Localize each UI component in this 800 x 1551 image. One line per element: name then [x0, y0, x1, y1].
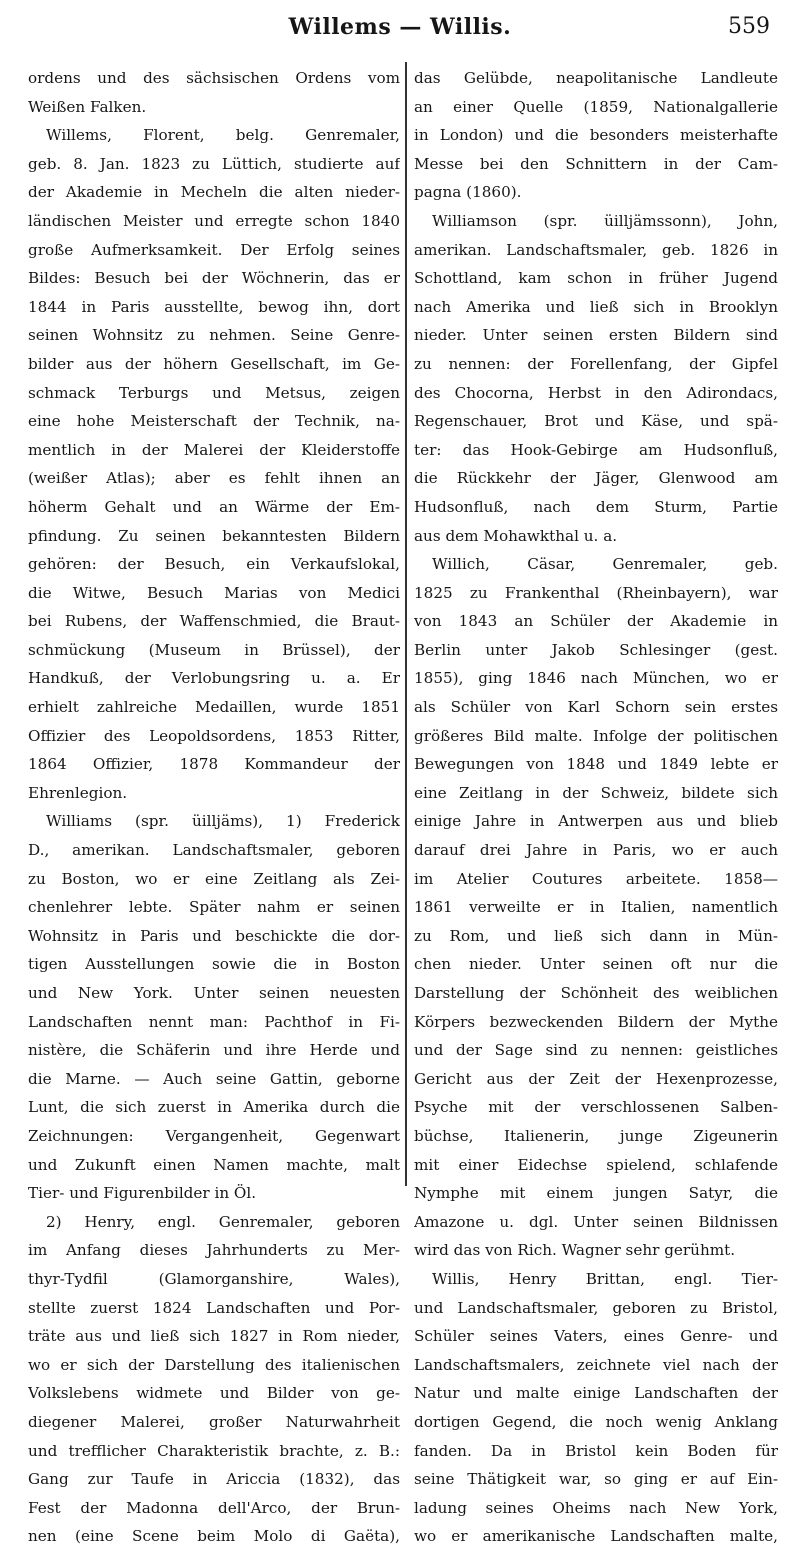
text-line: im Atelier Coutures arbeitete. 1858— [414, 869, 778, 888]
text-line: und der Sage sind zu nennen: geistliches [414, 1041, 778, 1060]
text-line: und trefflicher Charakteristik brachte, z. B.: [28, 1441, 400, 1460]
text-line: 1861 verweilte er in Italien, namentlich [414, 898, 778, 917]
text-line: Psyche mit der verschlossenen Salben- [414, 1098, 778, 1117]
text-line: große Aufmerksamkeit. Der Erfolg seines [28, 240, 400, 259]
text-line: aus dem Mohawkthal u. a. [414, 526, 618, 545]
text-line: Bildes: Besuch bei der Wöchnerin, das er [28, 269, 400, 288]
text-line: Willems, Florent, belg. Genremaler, [46, 126, 400, 145]
text-line: Williamson (spr. üilljämssonn), John, [432, 211, 778, 230]
text-line: Amazone u. dgl. Unter seinen Bildnissen [414, 1212, 778, 1231]
text-line: schmack Terburgs und Metsus, zeigen [28, 383, 400, 402]
text-line: tigen Ausstellungen sowie die in Boston [28, 955, 400, 974]
text-line: 1825 zu Frankenthal (Rheinbayern), war [414, 583, 778, 602]
text-line: Willich, Cäsar, Genremaler, geb. [432, 555, 778, 574]
text-line: Volkslebens widmete und Bilder von ge- [28, 1384, 400, 1403]
text-line: Darstellung der Schönheit des weiblichen [414, 984, 778, 1002]
text-line: wo er amerikanische Landschaften malte, [414, 1527, 778, 1546]
text-line: (weißer Atlas); aber es fehlt ihnen an [28, 469, 400, 488]
text-line: erhielt zahlreiche Medaillen, wurde 1851 [28, 698, 400, 717]
text-line: Berlin unter Jakob Schlesinger (gest. [414, 640, 778, 659]
text-line: mentlich in der Malerei der Kleiderstoffe [28, 440, 400, 459]
text-line: Gericht aus der Zeit der Hexenprozesse, [414, 1069, 778, 1088]
text-line: die Rückkehr der Jäger, Glenwood am [414, 469, 778, 488]
text-line: dortigen Gegend, die noch wenig Anklang [414, 1412, 778, 1431]
text-line: pfindung. Zu seinen bekanntesten Bildern [28, 526, 400, 545]
text-line: die Marne. — Auch seine Gattin, geborne [28, 1069, 400, 1088]
text-line: von 1843 an Schüler der Akademie in [414, 612, 778, 631]
text-line: Gang zur Taufe in Ariccia (1832), das [28, 1470, 400, 1489]
text-line: 2) Henry, engl. Genremaler, geboren [46, 1212, 400, 1231]
text-line: träte aus und ließ sich 1827 in Rom nieder, [28, 1327, 400, 1346]
text-line: nen (eine Scene beim Molo di Gaëta), [28, 1527, 400, 1546]
text-line: büchse, Italienerin, junge Zigeunerin [414, 1126, 778, 1145]
text-line: schmückung (Museum in Brüssel), der [28, 640, 400, 659]
text-line: ordens und des sächsischen Ordens vom [28, 69, 400, 87]
text-line: Wohnsitz in Paris und beschickte die dor- [28, 926, 400, 945]
text-line: ladung seines Oheims nach New York, [414, 1498, 778, 1517]
text-line: zu nennen: der Forellenfang, der Gipfel [414, 354, 778, 373]
page-header [0, 10, 800, 50]
text-line: D., amerikan. Landschaftsmaler, geboren [28, 841, 400, 860]
text-line: nach Amerika und ließ sich in Brooklyn [414, 297, 778, 316]
text-line: wo er sich der Darstellung des italienischen [28, 1355, 400, 1374]
page-number: 559 [728, 14, 770, 39]
text-line: höherm Gehalt und an Wärme der Em- [28, 497, 400, 516]
text-line: Willis, Henry Brittan, engl. Tier- [432, 1269, 778, 1288]
text-line: die Witwe, Besuch Marias von Medici [28, 583, 400, 602]
text-line: eine hohe Meisterschaft der Technik, na- [28, 412, 400, 431]
text-line: größeres Bild malte. Infolge der politischen [414, 726, 778, 745]
text-line: der Akademie in Mecheln die alten nieder- [28, 183, 400, 202]
text-line: diegener Malerei, großer Naturwahrheit [28, 1412, 400, 1431]
text-line: Regenschauer, Brot und Käse, und spä- [414, 412, 778, 431]
text-line: Williams (spr. üilljäms), 1) Frederick [46, 812, 400, 831]
text-line: einige Jahre in Antwerpen aus und blieb [414, 812, 778, 831]
text-line: eine Zeitlang in der Schweiz, bildete sich [414, 783, 778, 802]
text-line: zu Rom, und ließ sich dann in Mün- [414, 926, 778, 945]
text-line: ter: das Hook-Gebirge am Hudsonfluß, [414, 440, 778, 459]
text-line: im Anfang dieses Jahrhunderts zu Mer- [28, 1241, 400, 1260]
text-line: und Landschaftsmaler, geboren zu Bristol, [414, 1298, 778, 1317]
text-line: mit einer Eidechse spielend, schlafende [414, 1155, 778, 1174]
text-line: darauf drei Jahre in Paris, wo er auch [414, 841, 778, 860]
text-line: in London) und die besonders meisterhafte [414, 126, 778, 145]
text-line: als Schüler von Karl Schorn sein erstes [414, 698, 778, 717]
text-line: zu Boston, wo er eine Zeitlang als Zei- [28, 869, 400, 888]
text-line: Offizier des Leopoldsordens, 1853 Ritter, [28, 726, 400, 745]
text-line: Landschaftsmalers, zeichnete viel nach der [414, 1355, 778, 1374]
right-column [414, 64, 778, 1551]
text-line: gehören: der Besuch, ein Verkaufslokal, [28, 555, 400, 574]
text-line: stellte zuerst 1824 Landschaften und Por- [28, 1298, 400, 1317]
text-line: bei Rubens, der Waffenschmied, die Braut- [28, 612, 400, 631]
text-line: Bewegungen von 1848 und 1849 lebte er [414, 755, 778, 774]
text-line: Messe bei den Schnittern in der Cam- [414, 154, 778, 173]
text-line: das Gelübde, neapolitanische Landleute [414, 69, 778, 87]
text-line: Ehrenlegion. [28, 783, 128, 802]
running-title: Willems — Willis. [288, 14, 512, 40]
text-line: 1844 in Paris ausstellte, bewog ihn, dort [28, 297, 400, 316]
column-divider [405, 62, 407, 1186]
left-column [28, 64, 400, 1551]
text-line: an einer Quelle (1859, Nationalgallerie [414, 97, 778, 116]
text-line: wird das von Rich. Wagner sehr gerühmt. [414, 1241, 736, 1260]
text-line: Schüler seines Vaters, eines Genre- und [414, 1327, 778, 1346]
text-line: Lunt, die sich zuerst in Amerika durch die [28, 1098, 400, 1117]
text-line: seine Thätigkeit war, so ging er auf Ein- [414, 1470, 778, 1489]
text-line: und Zukunft einen Namen machte, malt [28, 1155, 400, 1174]
text-line: Zeichnungen: Vergangenheit, Gegenwart [28, 1126, 400, 1145]
text-line: 1855), ging 1846 nach München, wo er [414, 669, 778, 688]
text-line: chenlehrer lebte. Später nahm er seinen [28, 898, 400, 917]
text-line: Tier- und Figurenbilder in Öl. [28, 1184, 257, 1203]
text-line: und New York. Unter seinen neuesten [28, 984, 400, 1002]
text-line: geb. 8. Jan. 1823 zu Lüttich, studierte auf [28, 154, 400, 173]
text-line: thyr-Tydfil (Glamorganshire, Wales), [28, 1269, 400, 1288]
text-line: seinen Wohnsitz zu nehmen. Seine Genre- [28, 326, 400, 345]
text-line: chen nieder. Unter seinen oft nur die [414, 955, 778, 974]
text-line: amerikan. Landschaftsmaler, geb. 1826 in [414, 240, 778, 259]
text-line: Natur und malte einige Landschaften der [414, 1384, 778, 1403]
text-line: Weißen Falken. [28, 97, 147, 116]
text-line: Nymphe mit einem jungen Satyr, die [414, 1184, 778, 1203]
text-line: nistère, die Schäferin und ihre Herde und [28, 1041, 400, 1060]
text-line: ländischen Meister und erregte schon 1840 [28, 211, 400, 230]
text-line: Hudsonfluß, nach dem Sturm, Partie [414, 497, 778, 516]
text-line: Handkuß, der Verlobungsring u. a. Er [28, 669, 400, 688]
text-line: pagna (1860). [414, 183, 522, 202]
text-line: nieder. Unter seinen ersten Bildern sind [414, 326, 778, 345]
text-line: Körpers bezweckenden Bildern der Mythe [414, 1012, 778, 1031]
text-line: Landschaften nennt man: Pachthof in Fi- [28, 1012, 400, 1031]
text-line: Schottland, kam schon in früher Jugend [414, 269, 778, 288]
text-line: fanden. Da in Bristol kein Boden für [414, 1441, 778, 1460]
text-line: bilder aus der höhern Gesellschaft, im Ge- [28, 354, 400, 373]
text-line: des Chocorna, Herbst in den Adirondacs, [414, 383, 778, 402]
text-line: 1864 Offizier, 1878 Kommandeur der [28, 755, 400, 774]
text-line: Fest der Madonna dell'Arco, der Brun- [28, 1498, 400, 1517]
